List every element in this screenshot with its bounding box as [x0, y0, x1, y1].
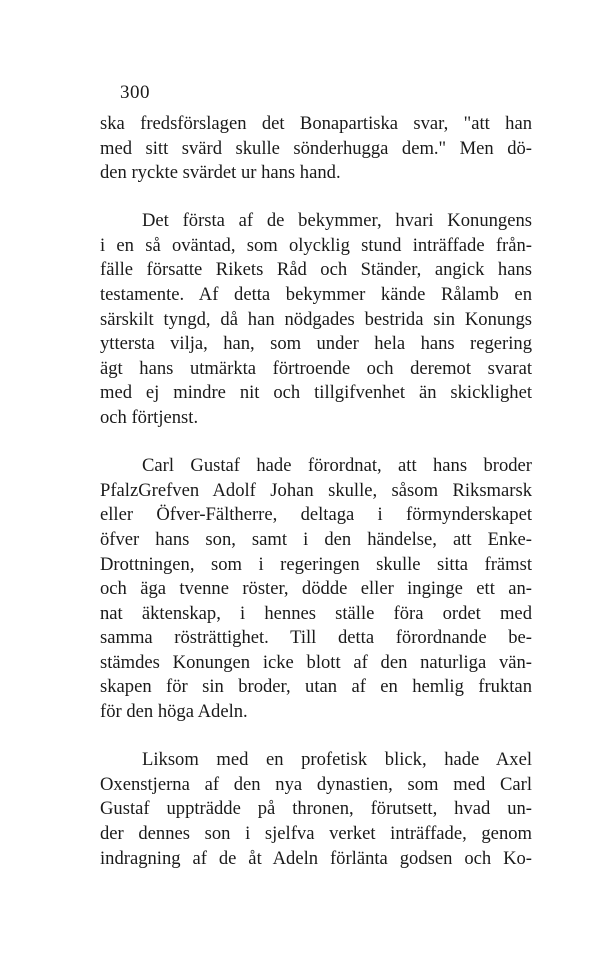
text-line: för den höga Adeln.: [100, 701, 248, 723]
paragraph-4: [100, 748, 532, 871]
paragraph-1: [100, 112, 532, 186]
text-line: nat äktenskap, i hennes ställe föra ordet med: [100, 602, 532, 624]
text-line: med sitt svärd skulle sönderhugga dem." Men dö-: [100, 137, 532, 159]
text-line: Oxenstjerna af den nya dynastien, som med Carl: [100, 773, 532, 795]
body-text: [100, 112, 532, 871]
text-line: med ej mindre nit och tillgifvenhet än skicklighet: [100, 382, 532, 404]
text-line: skapen för sin broder, utan af en hemlig fruktan: [100, 676, 532, 698]
text-line: fälle försatte Rikets Råd och Ständer, angick hans: [100, 259, 532, 281]
page-number: 300: [120, 82, 150, 103]
text-line: den ryckte svärdet ur hans hand.: [100, 162, 341, 184]
paragraph-2: [100, 209, 532, 430]
text-line: öfver hans son, samt i den händelse, att Enke-: [100, 528, 532, 550]
text-line: der dennes son i sjelfva verket inträffade, genom: [100, 822, 532, 844]
text-line: särskilt tyngd, då han nödgades bestrida sin Konungs: [100, 308, 532, 330]
text-line: indragning af de åt Adeln förlänta godsen och Ko-: [100, 847, 532, 869]
text-line: Gustaf uppträdde på thronen, förutsett, hvad un-: [100, 798, 532, 820]
text-line: ägt hans utmärkta förtroende och deremot svarat: [100, 357, 532, 379]
paragraph-3: [100, 454, 532, 725]
text-line: och äga tvenne röster, dödde eller inginge ett an-: [100, 578, 532, 600]
text-line: i en så oväntad, som olycklig stund inträffade från-: [100, 234, 532, 256]
text-line: testamente. Af detta bekymmer kände Rålamb en: [100, 284, 532, 306]
text-line: PfalzGrefven Adolf Johan skulle, såsom Riksmarsk: [100, 479, 532, 501]
text-line: ska fredsförslagen det Bonapartiska svar, "att han: [100, 113, 532, 134]
text-line: och förtjenst.: [100, 407, 199, 429]
text-line: Drottningen, som i regeringen skulle sitta främst: [100, 553, 532, 575]
text-line: Carl Gustaf hade förordnat, att hans broder: [142, 455, 532, 477]
text-line: Liksom med en profetisk blick, hade Axel: [142, 749, 532, 771]
text-line: yttersta vilja, han, som under hela hans regering: [100, 333, 532, 355]
text-line: Det första af de bekymmer, hvari Konungens: [142, 210, 532, 232]
text-line: stämdes Konungen icke blott af den naturliga vän-: [100, 651, 532, 673]
text-line: eller Öfver-Fältherre, deltaga i förmynderskapet: [100, 504, 532, 526]
text-line: samma rösträttighet. Till detta förordnande be-: [100, 627, 532, 649]
